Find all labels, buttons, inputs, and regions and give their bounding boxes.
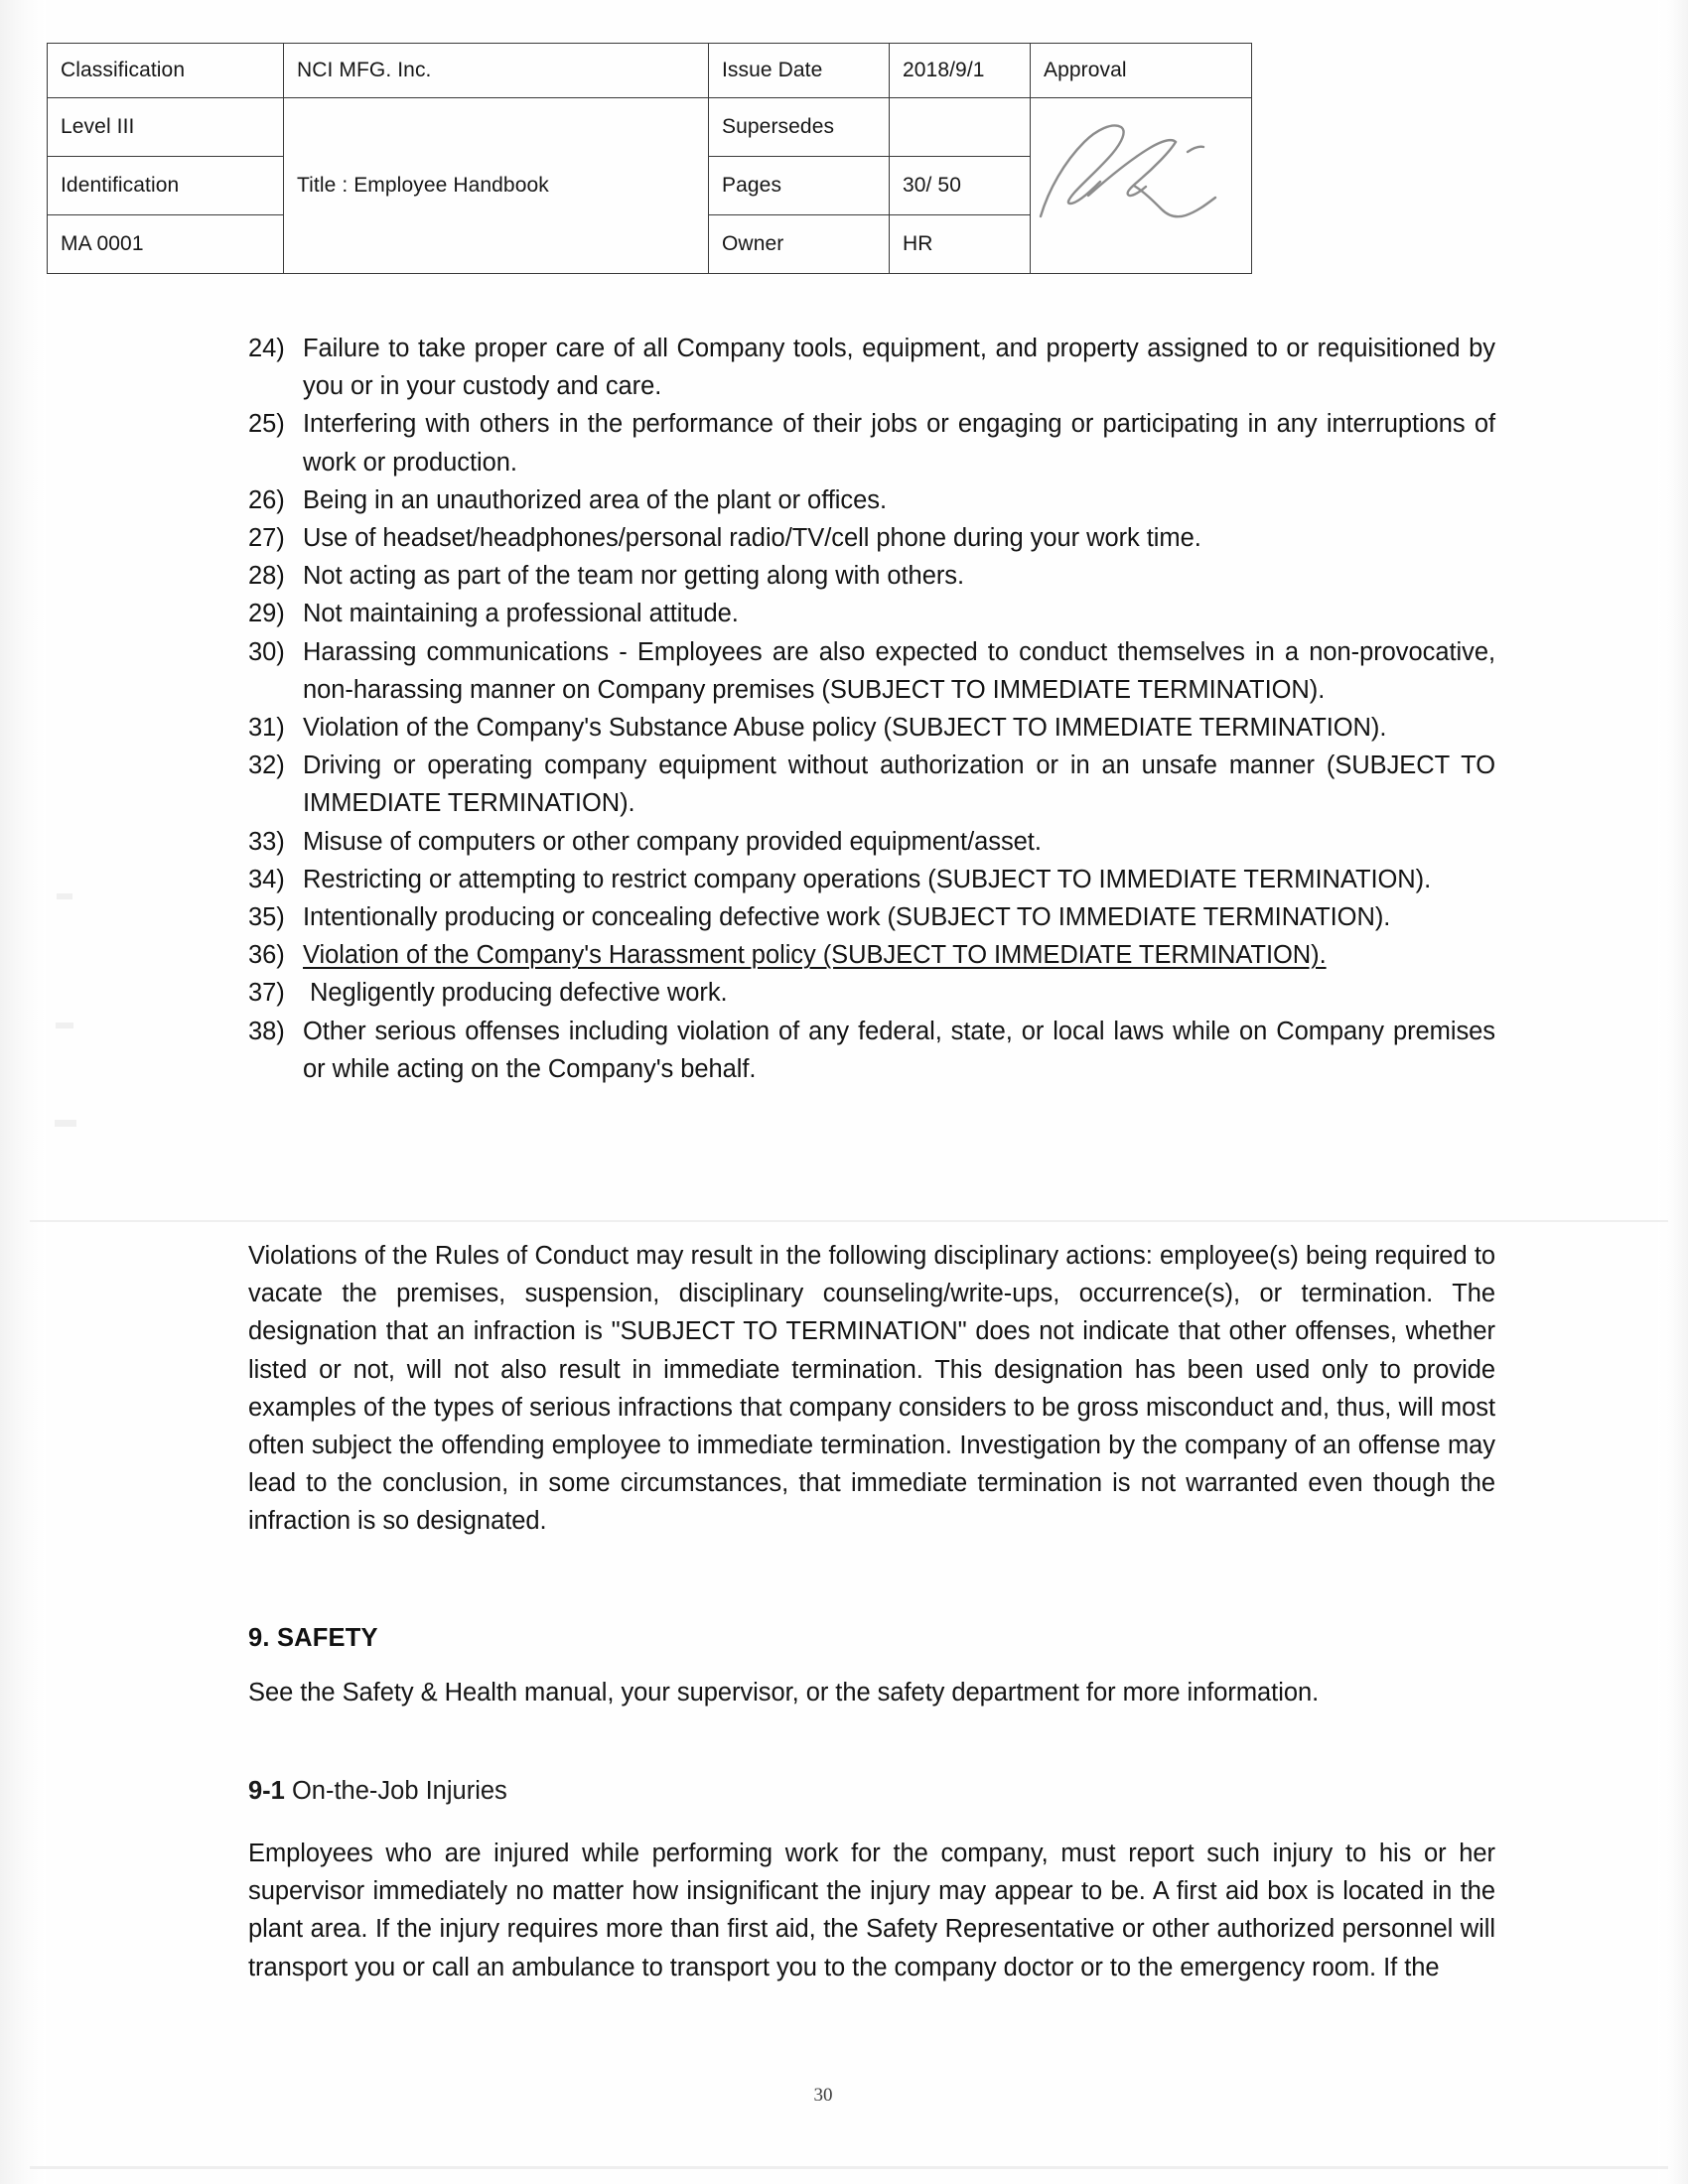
- list-item: [248, 747, 1495, 822]
- cell-identification-value: MA 0001: [48, 215, 284, 274]
- scan-artifact-right-edge: [1658, 0, 1688, 2184]
- list-item-number: 34): [248, 865, 285, 893]
- cell-owner-value: HR: [890, 215, 1031, 274]
- list-item: [248, 633, 1495, 709]
- list-item-text: Violation of the Company's Substance Abuse policy (SUBJECT TO IMMEDIATE TERMINATION).: [303, 714, 1387, 743]
- list-item: [248, 519, 1495, 557]
- list-item-text: Other serious offenses including violation of any federal, state, or local laws while on Company premises or while acting on the Company's behalf.: [303, 1017, 1495, 1083]
- section-safety-body: [248, 1674, 1495, 1711]
- list-item: [248, 481, 1495, 519]
- list-item-text: Harassing communications - Employees are also expected to conduct themselves in a non-provocative, non-harassing manner on Company premises (SUBJECT TO IMMEDIATE TERMINATION).: [303, 637, 1495, 704]
- list-item: [248, 974, 1495, 1012]
- list-item-text: Misuse of computers or other company provided equipment/asset.: [303, 827, 1042, 856]
- list-item-number: 27): [248, 524, 285, 553]
- rules-violation-paragraph-block: [248, 1237, 1495, 1541]
- cell-approval-label: Approval: [1031, 44, 1252, 98]
- list-item-text: Intentionally producing or concealing defective work (SUBJECT TO IMMEDIATE TERMINATION).: [303, 903, 1391, 932]
- list-item: [248, 330, 1495, 405]
- list-item-number: 32): [248, 751, 285, 780]
- cell-approval-signature: [1031, 98, 1252, 274]
- safety-paragraph: See the Safety & Health manual, your supervisor, or the safety department for more information.: [248, 1679, 1320, 1706]
- subsection-heading-on-the-job-injuries: [248, 1777, 1495, 1806]
- list-item-number: 24): [248, 335, 285, 362]
- cell-issue-date-label: Issue Date: [709, 44, 890, 98]
- list-item-number: 26): [248, 485, 285, 514]
- rules-violation-paragraph: Violations of the Rules of Conduct may result in the following disciplinary actions: employee(s) being required to vacate the premises, suspension, disciplinary counseling/write-ups, occurrence(s), or termination. The designation that an infraction is "SUBJECT TO TERMINATION" does not indicate that other offenses, whether listed or not, will not also result in immediate termination. This designation has been used only to provide examples of the types of serious infractions that company considers to be gross misconduct and, thus, will most often subject the offending employee to immediate termination. Investigation by the company of an offense may lead to the conclusion, in some circumstances, that immediate termination is not warranted even though the infraction is so designated.: [248, 1242, 1495, 1536]
- table-row: [48, 44, 1252, 98]
- cell-pages-label: Pages: [709, 157, 890, 215]
- subsection-title: On-the-Job Injuries: [284, 1777, 507, 1805]
- list-item-number: 35): [248, 903, 285, 932]
- list-item-text: Driving or operating company equipment without authorization or in an unsafe manner (SUBJECT TO IMMEDIATE TERMINATION).: [303, 751, 1495, 818]
- scan-artifact-speck: [56, 1023, 73, 1028]
- list-item-text: Interfering with others in the performance of their jobs or engaging or participating in any interruptions of work or production.: [303, 410, 1495, 477]
- list-item: [248, 709, 1495, 747]
- list-item-number: 37): [248, 979, 285, 1008]
- list-item: [248, 861, 1495, 898]
- list-item: [248, 1013, 1495, 1088]
- list-item-text: Being in an unauthorized area of the plant or offices.: [303, 485, 887, 514]
- list-item-number: 38): [248, 1017, 285, 1045]
- list-item-text: Failure to take proper care of all Company tools, equipment, and property assigned to or requisitioned by you or in your custody and care.: [303, 335, 1495, 401]
- list-item: [248, 595, 1495, 632]
- cell-document-title: Title : Employee Handbook: [284, 98, 709, 274]
- list-item-text: Negligently producing defective work.: [303, 979, 728, 1008]
- list-item-text: Not maintaining a professional attitude.: [303, 600, 739, 628]
- subsection-number: 9-1: [248, 1777, 285, 1805]
- page-number-footer: [0, 2085, 1688, 2107]
- scan-artifact-left-edge: [0, 0, 46, 2184]
- cell-owner-label: Owner: [709, 215, 890, 274]
- section-heading-safety: 9. SAFETY: [248, 1624, 378, 1652]
- list-item-number: 29): [248, 600, 285, 628]
- list-item: [248, 898, 1495, 936]
- cell-supersedes-value: [890, 98, 1031, 157]
- injuries-paragraph: Employees who are injured while performing work for the company, must report such injury to his or her supervisor immediately no matter how insignificant the injury may appear to be. A first aid box is located in the plant area. If the injury requires more than first aid, the Safety Representative or other authorized personnel will transport you or call an ambulance to transport you to the company doctor or to the emergency room. If the: [248, 1840, 1495, 1981]
- list-item-number: 33): [248, 827, 285, 856]
- cell-company-name: NCI MFG. Inc.: [284, 44, 709, 98]
- cell-classification-label: Classification: [48, 44, 284, 98]
- section-injuries-body: [248, 1835, 1495, 1986]
- scan-artifact-line: [30, 1220, 1668, 1222]
- list-item-number: 28): [248, 562, 285, 591]
- document-control-header-table: [47, 43, 1252, 274]
- list-item-number: 25): [248, 410, 285, 439]
- scan-artifact-line: [30, 2166, 1668, 2169]
- list-item: [248, 557, 1495, 595]
- scan-artifact-speck: [57, 893, 72, 899]
- cell-level-value: Level III: [48, 98, 284, 157]
- rules-of-conduct-list: [248, 330, 1495, 1088]
- list-item: [248, 823, 1495, 861]
- list-item-number: 36): [248, 941, 285, 970]
- list-item: [248, 405, 1495, 480]
- list-item-text: Use of headset/headphones/personal radio/TV/cell phone during your work time.: [303, 524, 1201, 553]
- cell-issue-date-value: 2018/9/1: [890, 44, 1031, 98]
- table-row: [48, 98, 1252, 157]
- cell-identification-label: Identification: [48, 157, 284, 215]
- list-item-number: 31): [248, 714, 285, 743]
- list-item-text: Not acting as part of the team nor getting along with others.: [303, 562, 965, 591]
- cell-supersedes-label: Supersedes: [709, 98, 890, 157]
- scan-artifact-speck: [55, 1120, 76, 1127]
- list-item-text: Restricting or attempting to restrict company operations (SUBJECT TO IMMEDIATE TERMINATION).: [303, 865, 1432, 893]
- page-number-value: 30: [813, 2085, 833, 2106]
- list-item-number: 30): [248, 637, 285, 666]
- list-item-underlined: [248, 936, 1495, 974]
- cell-pages-value: 30/ 50: [890, 157, 1031, 215]
- list-item-text: Violation of the Company's Harassment policy (SUBJECT TO IMMEDIATE TERMINATION).: [303, 941, 1327, 970]
- handwritten-signature-icon: [1027, 116, 1230, 220]
